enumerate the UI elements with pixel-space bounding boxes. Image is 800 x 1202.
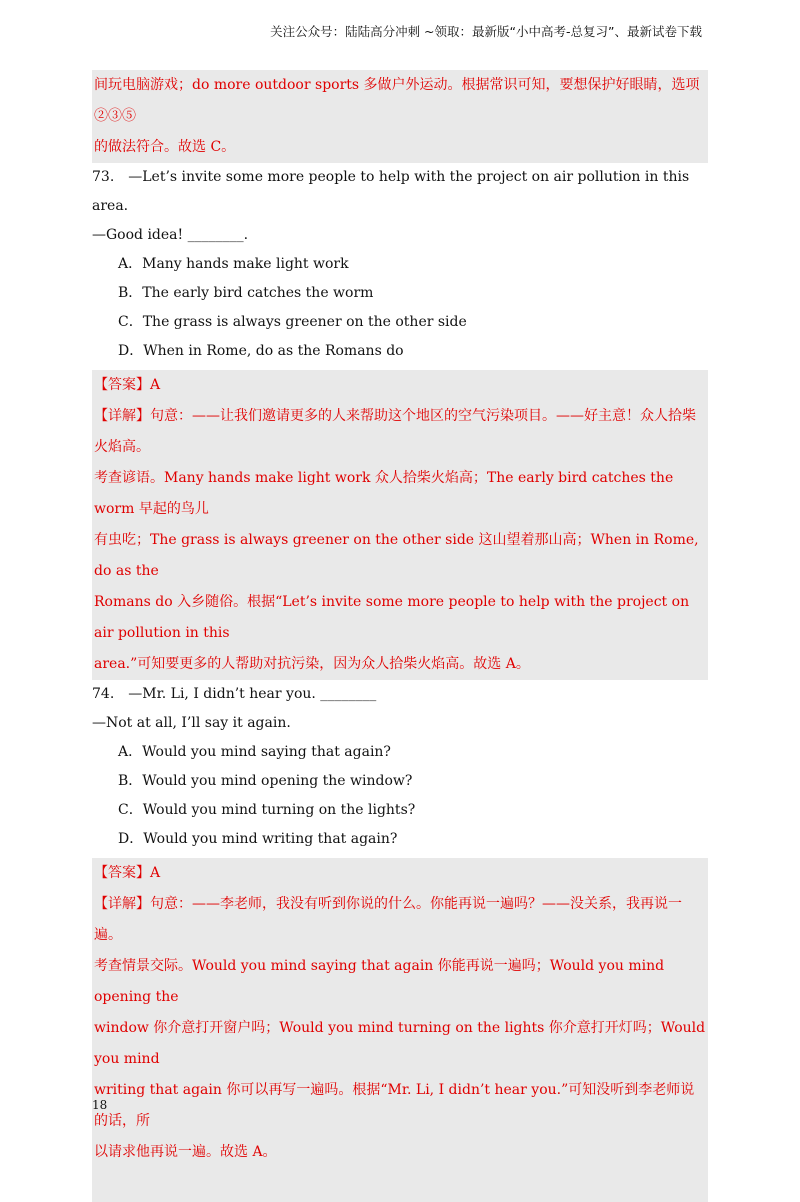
option-d: D．When in Rome, do as the Romans do [118,343,404,359]
option-a: A．Many hands make light work [118,256,349,272]
question-74 [92,680,708,854]
explanation-line: 【详解】句意：——李老师，我没有听到你说的什么。你能再说一遍吗？——没关系，我再说一遍。 [94,896,682,943]
question-reply: —Good idea! ________. [92,227,249,243]
explanation-line: 【详解】句意：——让我们邀请更多的人来帮助这个地区的空气污染项目。——好主意！众人拾柴 [94,408,696,424]
option-a: A．Would you mind saying that again? [118,744,391,760]
document-body [92,70,708,1202]
question-stem: 74. —Mr. Li, I didn’t hear you. ________ [92,686,377,702]
page-number: 18 [92,1098,108,1112]
question-73 [92,163,708,366]
option-d: D．Would you mind writing that again? [118,831,398,847]
answer-block-73 [92,370,708,680]
explanation-line: 考查情景交际。Would you mind saying that again 你能再说一遍吗；Would you mind opening the [94,958,665,1005]
explanation-line: writing that again 你可以再写一遍吗。根据“Mr. Li, I didn’t hear you.”可知没听到李老师说的话，所 [94,1082,695,1129]
option-c: C．The grass is always greener on the other side [118,314,467,330]
answer-label: 【答案】A [94,377,161,393]
question-stem: 73. —Let’s invite some more people to help with the project on air pollution in this area. [92,169,690,214]
prev-explanation-block [92,70,708,163]
answer-label: 【答案】A [94,865,161,881]
explanation-line: 有虫吃；The grass is always greener on the other side 这山望着那山高；When in Rome, do as the [94,532,699,579]
explanation-line: area.”可知要更多的人帮助对抗污染，因为众人拾柴火焰高。故选 A。 [94,656,530,672]
explanation-line: 考查谚语。Many hands make light work 众人拾柴火焰高；The early bird catches the worm 早起的鸟儿 [94,470,674,517]
answer-block-74 [92,858,708,1202]
explanation-line: 间玩电脑游戏；do more outdoor sports 多做户外运动。根据常识可知，要想保护好眼睛，选项②③⑤ [94,77,700,124]
page-header: 关注公众号：陆陆高分冲刺 ~领取：最新版“小中高考-总复习”、最新试卷下载 [270,24,702,39]
question-reply: —Not at all, I’ll say it again. [92,715,291,731]
explanation-line: 以请求他再说一遍。故选 A。 [94,1144,277,1160]
explanation-line: Romans do 入乡随俗。根据“Let’s invite some more people to help with the project on air pollution in this [94,594,690,641]
explanation-line: 火焰高。 [94,439,150,455]
option-c: C．Would you mind turning on the lights? [118,802,416,818]
option-b: B．Would you mind opening the window? [118,773,413,789]
explanation-line: 的做法符合。故选 C。 [94,139,236,155]
option-b: B．The early bird catches the worm [118,285,374,301]
explanation-line: window 你介意打开窗户吗；Would you mind turning on the lights 你介意打开灯吗；Would you mind [94,1020,706,1067]
